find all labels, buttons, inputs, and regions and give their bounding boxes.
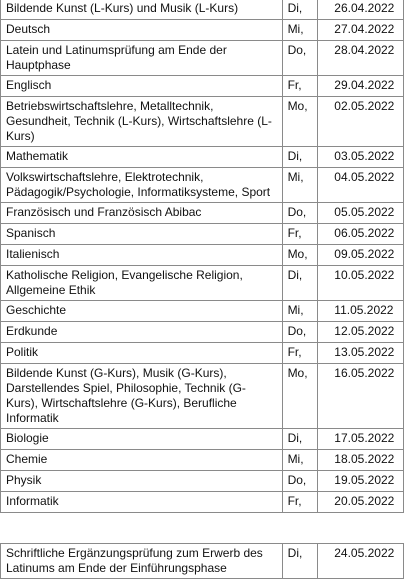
weekday-cell: Do, <box>282 41 318 76</box>
subject-cell: Englisch <box>1 76 283 97</box>
date-cell: 28.04.2022 <box>318 41 404 76</box>
weekday-cell: Mi, <box>282 20 318 41</box>
date-cell: 18.05.2022 <box>318 450 404 471</box>
weekday-cell: Di, <box>282 429 318 450</box>
table-row <box>1 301 404 322</box>
supplementary-exam-body <box>1 544 404 579</box>
table-row <box>1 429 404 450</box>
subject-cell: Geschichte <box>1 301 283 322</box>
weekday-cell: Mo, <box>282 364 318 429</box>
date-cell: 17.05.2022 <box>318 429 404 450</box>
subject-cell: Latein und Latinumsprüfung am Ende der Hauptphase <box>1 41 283 76</box>
subject-cell: Biologie <box>1 429 283 450</box>
weekday-cell: Di, <box>282 266 318 301</box>
table-row <box>1 364 404 429</box>
table-row <box>1 168 404 203</box>
table-row <box>1 147 404 168</box>
subject-cell: Erdkunde <box>1 322 283 343</box>
table-row <box>1 245 404 266</box>
subject-cell: Informatik <box>1 492 283 513</box>
weekday-cell: Fr, <box>282 343 318 364</box>
table-row <box>1 203 404 224</box>
table-row <box>1 20 404 41</box>
table-row <box>1 0 404 20</box>
date-cell: 12.05.2022 <box>318 322 404 343</box>
weekday-cell: Fr, <box>282 224 318 245</box>
weekday-cell: Di, <box>282 0 318 20</box>
exam-schedule-body <box>1 0 404 513</box>
date-cell: 29.04.2022 <box>318 76 404 97</box>
date-cell: 11.05.2022 <box>318 301 404 322</box>
weekday-cell: Mi, <box>282 168 318 203</box>
table-row <box>1 266 404 301</box>
weekday-cell: Di, <box>282 147 318 168</box>
date-cell: 04.05.2022 <box>318 168 404 203</box>
date-cell: 10.05.2022 <box>318 266 404 301</box>
subject-cell: Katholische Religion, Evangelische Religion, Allgemeine Ethik <box>1 266 283 301</box>
date-cell: 13.05.2022 <box>318 343 404 364</box>
table-row <box>1 450 404 471</box>
subject-cell: Spanisch <box>1 224 283 245</box>
subject-cell: Bildende Kunst (L-Kurs) und Musik (L-Kurs) <box>1 0 283 20</box>
date-cell: 06.05.2022 <box>318 224 404 245</box>
date-cell: 19.05.2022 <box>318 471 404 492</box>
date-cell: 27.04.2022 <box>318 20 404 41</box>
table-row <box>1 492 404 513</box>
table-row <box>1 224 404 245</box>
date-cell: 20.05.2022 <box>318 492 404 513</box>
table-row <box>1 471 404 492</box>
subject-cell: Politik <box>1 343 283 364</box>
date-cell: 05.05.2022 <box>318 203 404 224</box>
weekday-cell: Do, <box>282 471 318 492</box>
date-cell: 09.05.2022 <box>318 245 404 266</box>
supplementary-exam-table <box>0 543 404 579</box>
table-row <box>1 343 404 364</box>
weekday-cell: Mo, <box>282 245 318 266</box>
table-row <box>1 41 404 76</box>
weekday-cell: Fr, <box>282 76 318 97</box>
weekday-cell: Di, <box>282 544 318 579</box>
subject-cell: Betriebswirtschaftslehre, Metalltechnik, Gesundheit, Technik (L-Kurs), Wirtschaftslehre (L-Kurs) <box>1 97 283 147</box>
subject-cell: Italienisch <box>1 245 283 266</box>
date-cell: 16.05.2022 <box>318 364 404 429</box>
subject-cell: Deutsch <box>1 20 283 41</box>
table-row <box>1 97 404 147</box>
subject-cell: Mathematik <box>1 147 283 168</box>
date-cell: 02.05.2022 <box>318 97 404 147</box>
subject-cell: Chemie <box>1 450 283 471</box>
date-cell: 26.04.2022 <box>318 0 404 20</box>
table-row <box>1 76 404 97</box>
weekday-cell: Do, <box>282 322 318 343</box>
weekday-cell: Mo, <box>282 97 318 147</box>
weekday-cell: Fr, <box>282 492 318 513</box>
subject-cell: Schriftliche Ergänzungsprüfung zum Erwerb des Latinums am Ende der Einführungsphase <box>1 544 283 579</box>
weekday-cell: Mi, <box>282 301 318 322</box>
weekday-cell: Mi, <box>282 450 318 471</box>
subject-cell: Französisch und Französisch Abibac <box>1 203 283 224</box>
table-row <box>1 322 404 343</box>
date-cell: 24.05.2022 <box>318 544 404 579</box>
weekday-cell: Do, <box>282 203 318 224</box>
date-cell: 03.05.2022 <box>318 147 404 168</box>
subject-cell: Physik <box>1 471 283 492</box>
table-row <box>1 544 404 579</box>
subject-cell: Bildende Kunst (G-Kurs), Musik (G-Kurs), Darstellendes Spiel, Philosophie, Technik (G-Kurs), Wirtschaftslehre (G-Kurs), Berufliche Informatik <box>1 364 283 429</box>
subject-cell: Volkswirtschaftslehre, Elektrotechnik, Pädagogik/Psychologie, Informatiksysteme, Sport <box>1 168 283 203</box>
